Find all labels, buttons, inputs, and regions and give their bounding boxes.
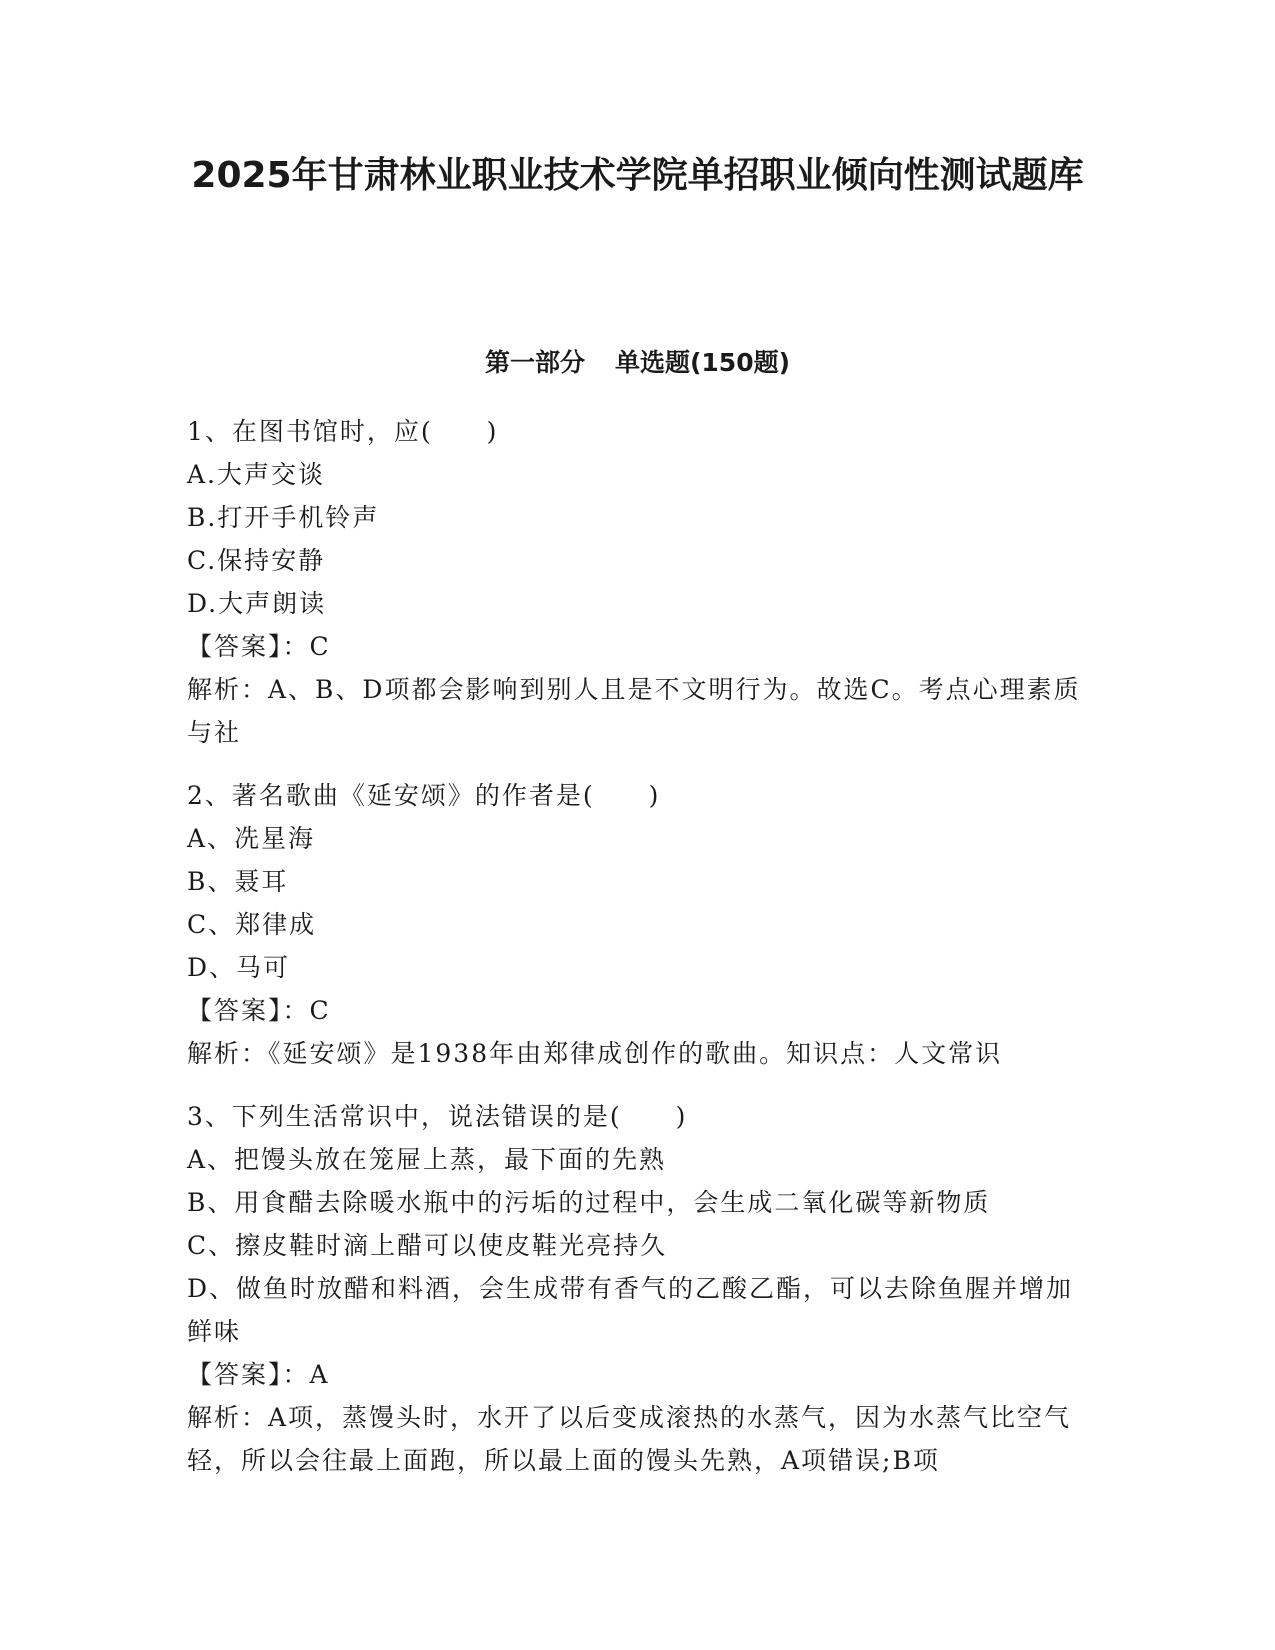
document-title: 2025年甘肃林业职业技术学院单招职业倾向性测试题库 <box>191 155 1084 196</box>
option-a: A、冼星海 <box>187 824 316 853</box>
option-c: C.保持安静 <box>187 546 326 575</box>
option-b: B、用食醋去除暖水瓶中的污垢的过程中，会生成二氧化碳等新物质 <box>187 1188 991 1217</box>
answer: 【答案】：C <box>187 996 331 1025</box>
option-c: C、郑律成 <box>187 910 317 939</box>
question-stem: 2、著名歌曲《延安颂》的作者是( ) <box>187 781 661 810</box>
question-2 <box>187 774 1087 1075</box>
option-d: D、做鱼时放醋和料酒，会生成带有香气的乙酸乙酯，可以去除鱼腥并增加鲜味 <box>187 1274 1074 1346</box>
section-name: 单选题(150题) <box>614 348 791 377</box>
option-a: A、把馒头放在笼屉上蒸，最下面的先熟 <box>187 1145 667 1174</box>
option-d: D.大声朗读 <box>187 589 327 618</box>
explanation: 解析：A项，蒸馒头时，水开了以后变成滚热的水蒸气，因为水蒸气比空气轻，所以会往最上面跑，所以最上面的馒头先熟，A项错误;B项 <box>187 1403 1072 1475</box>
option-a: A.大声交谈 <box>187 460 326 489</box>
section-heading <box>150 345 1125 381</box>
question-1 <box>187 410 1087 754</box>
answer: 【答案】：A <box>187 1360 330 1389</box>
option-c: C、擦皮鞋时滴上醋可以使皮鞋光亮持久 <box>187 1231 668 1260</box>
question-stem: 3、下列生活常识中，说法错误的是( ) <box>187 1102 688 1131</box>
question-stem: 1、在图书馆时，应( ) <box>187 417 499 446</box>
explanation: 解析：A、B、D项都会影响到别人且是不文明行为。故选C。考点心理素质与社 <box>187 675 1081 747</box>
explanation: 解析：《延安颂》是1938年由郑律成创作的歌曲。知识点：人文常识 <box>187 1039 1003 1068</box>
answer: 【答案】：C <box>187 632 331 661</box>
section-label: 第一部分 <box>484 348 585 377</box>
question-3 <box>187 1095 1087 1482</box>
option-b: B.打开手机铃声 <box>187 503 380 532</box>
question-list <box>187 410 1087 1502</box>
option-b: B、聂耳 <box>187 867 289 896</box>
option-d: D、马可 <box>187 953 291 982</box>
